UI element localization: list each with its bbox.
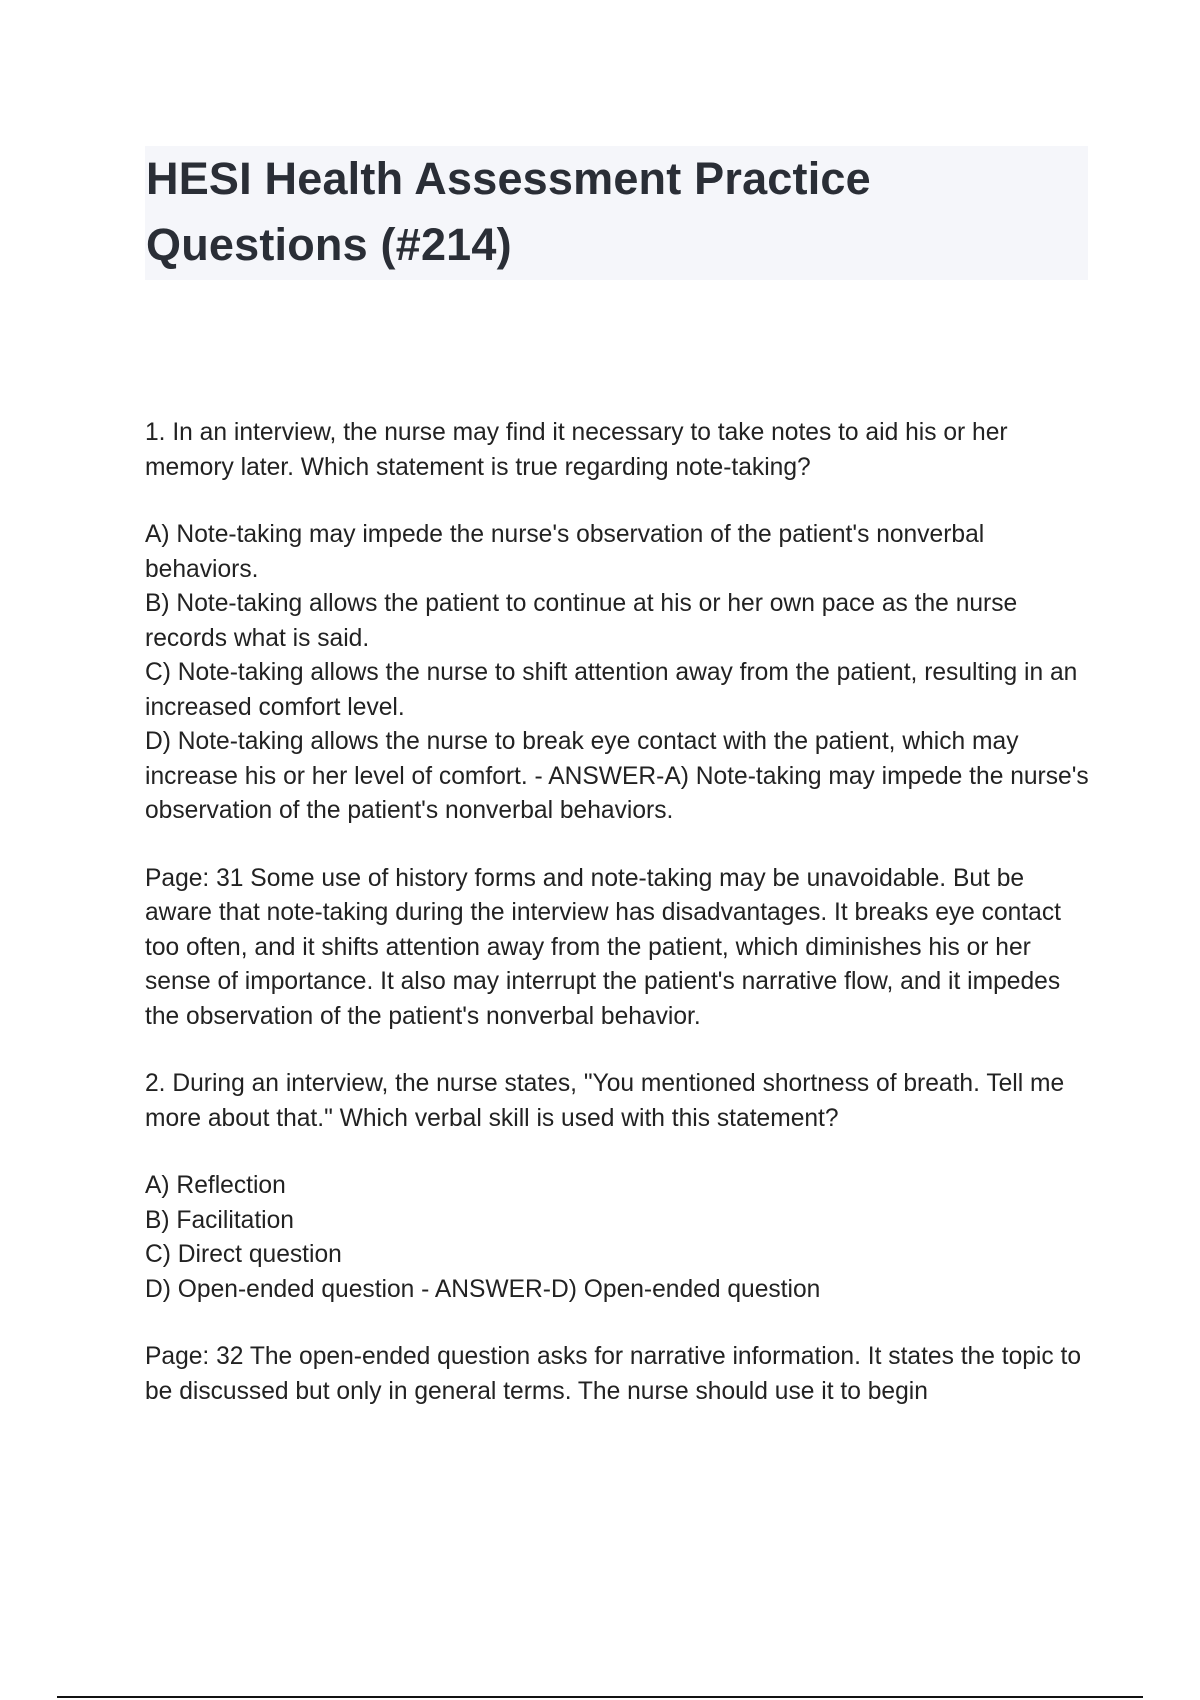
title-block [145, 146, 1088, 280]
question-2-option-a: A) Reflection [145, 1172, 286, 1199]
page-title: HESI Health Assessment Practice Questions (#214) [146, 153, 871, 270]
question-1-rationale: Page: 31 Some use of history forms and note-taking may be unavoidable. But be aware that note-taking during the interview has disadvantages. It breaks eye contact too often, and it shifts attention away from the patient, which diminishes his or her sense of importance. It also may interrupt the patient's narrative flow, and it impedes the observation of the patient's nonverbal behavior. [145, 864, 1061, 1030]
question-2-rationale: Page: 32 The open-ended question asks for narrative information. It states the topic to be discussed but only in general terms. The nurse should use it to begin [145, 1343, 1082, 1405]
spacer [145, 485, 1090, 518]
spacer [145, 1307, 1090, 1340]
question-2-option-b: B) Facilitation [145, 1206, 294, 1234]
question-2-stem: 2. During an interview, the nurse states, "You mentioned shortness of breath. Tell me more about that." Which verbal skill is used with this statement? [145, 1070, 1065, 1132]
spacer [145, 1034, 1090, 1067]
question-1-option-d-answer: D) Note-taking allows the nurse to break eye contact with the patient, which may increase his or her level of comfort. - ANSWER-A) Note-taking may impede the nurse's observation of the patient's nonverbal behaviors. [145, 728, 1089, 824]
page-bottom-rule [57, 1696, 1143, 1698]
question-1-option-c: C) Note-taking allows the nurse to shift attention away from the patient, resulting in an increased comfort level. [145, 659, 1078, 721]
document-body [145, 416, 1090, 1409]
spacer [145, 1136, 1090, 1169]
question-2-option-c: C) Direct question [145, 1241, 342, 1268]
question-2-option-d-answer: D) Open-ended question - ANSWER-D) Open-ended question [145, 1275, 821, 1303]
spacer [145, 829, 1090, 862]
question-1-option-a: A) Note-taking may impede the nurse's observation of the patient's nonverbal behaviors. [145, 521, 985, 583]
question-1-stem: 1. In an interview, the nurse may find it necessary to take notes to aid his or her memory later. Which statement is true regarding note-taking? [145, 419, 1008, 481]
question-1-option-b: B) Note-taking allows the patient to continue at his or her own pace as the nurse records what is said. [145, 590, 1018, 652]
